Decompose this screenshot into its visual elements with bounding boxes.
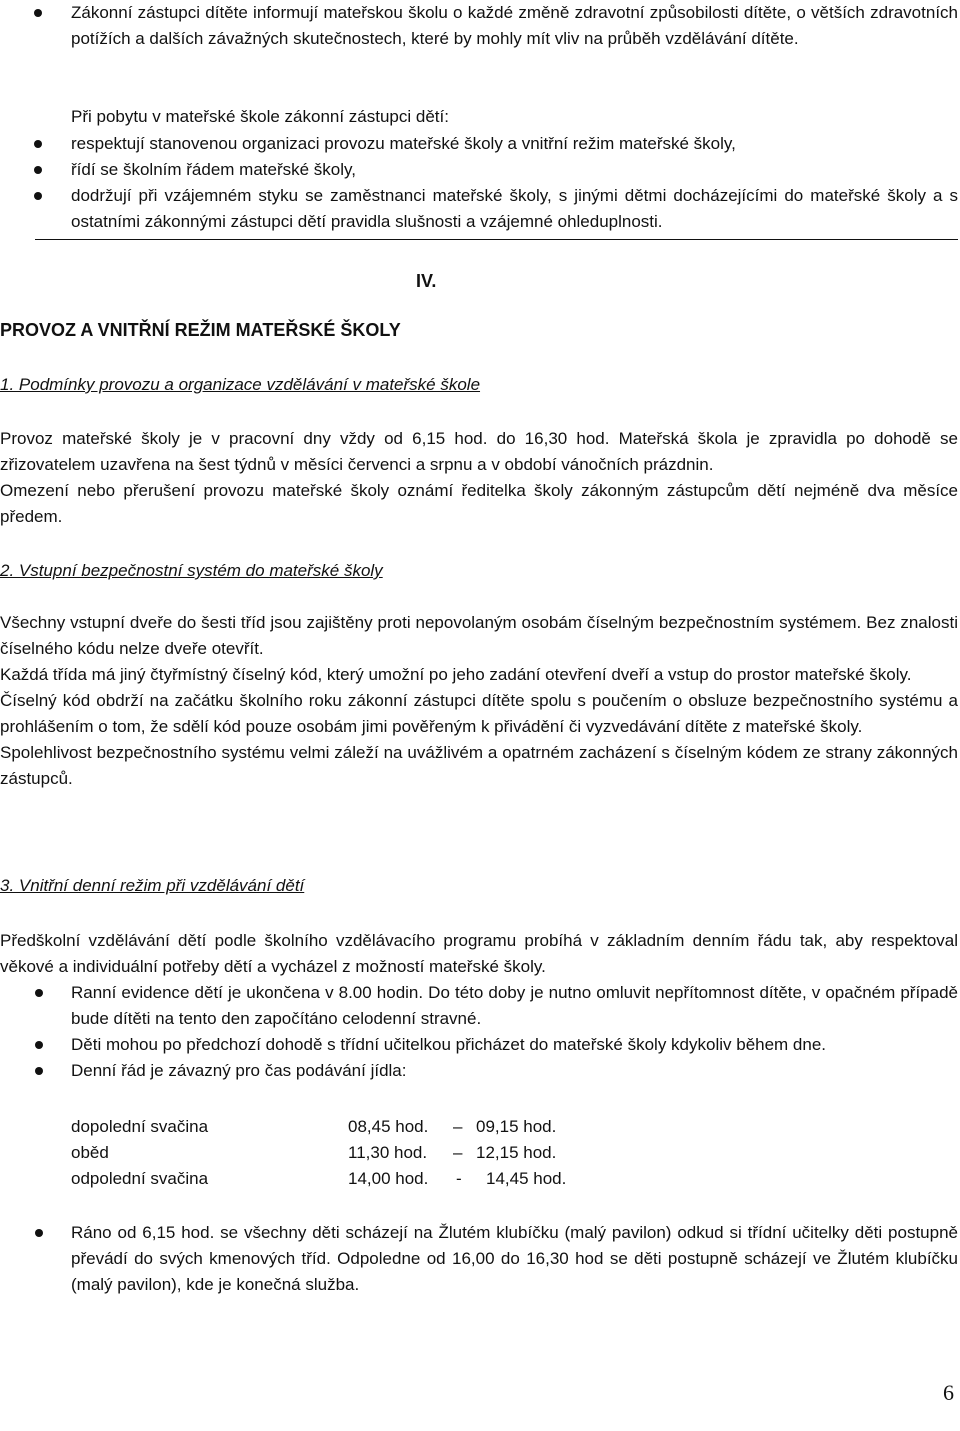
paragraph: Provoz mateřské školy je v pracovní dny vždy od 6,15 hod. do 16,30 hod. Mateřská škola je zpravidla po dohodě se zřizovatelem uzavřena na šest týdnů v měsíci červenci a srpnu a v období vánočních prázdnin.: [0, 429, 958, 474]
top-bullet-block: [0, 0, 958, 52]
paragraph: Všechny vstupní dveře do šesti tříd jsou zajištěny proti nepovolaným osobám číselným bezpečnostním systémem. Bez znalosti číselného kódu nelze dveře otevřít.: [0, 613, 958, 658]
list-item: dodržují při vzájemném styku se zaměstnanci mateřské školy, s jinými dětmi docházejícími do mateřské školy a s ostatními zákonnými zástupci dětí pravidla slušnosti a vzájemné ohleduplnosti.: [0, 183, 958, 235]
section-1-heading: 1. Podmínky provozu a organizace vzdělávání v mateřské škole: [0, 375, 481, 394]
bullet-icon: [34, 9, 42, 17]
bullet-icon: [35, 989, 43, 997]
meal-name: odpolední svačina: [71, 1169, 209, 1188]
list-item: Denní řád je závazný pro čas podávání jídla:: [0, 1058, 958, 1084]
meal-name: oběd: [71, 1143, 109, 1162]
paragraph: Omezení nebo přerušení provozu mateřské školy oznámí ředitelka školy zákonným zástupcům dětí nejméně dva měsíce předem.: [0, 481, 958, 526]
meal-separator: –: [453, 1143, 463, 1162]
meal-separator: –: [453, 1117, 463, 1136]
paragraph: Každá třída má jiný čtyřmístný číselný kód, který umožní po jeho zadání otevření dveří a vstup do prostor mateřské školy.: [0, 665, 912, 684]
list-item: respektují stanovenou organizaci provozu mateřské školy a vnitřní režim mateřské školy,: [0, 131, 958, 157]
page-number: 6: [943, 1380, 954, 1405]
divider: [35, 239, 958, 240]
meal-end: 12,15 hod.: [476, 1143, 557, 1162]
obligations-list: [0, 131, 958, 235]
paragraph: Spolehlivost bezpečnostního systému velmi záleží na uvážlivém a opatrném zacházení s číselným kódem ze strany zákonných zástupců.: [0, 743, 958, 788]
intro-text: Při pobytu v mateřské škole zákonní zástupci dětí:: [71, 107, 449, 126]
section-3-heading: 3. Vnitřní denní režim při vzdělávání dětí: [0, 876, 305, 895]
paragraph: Předškolní vzdělávání dětí podle školního vzdělávacího programu probíhá v základním denním řádu tak, aby respektoval věkové a individuální potřeby dětí a vycházel z možností mateřské školy.: [0, 931, 958, 976]
meal-separator: -: [456, 1169, 462, 1188]
list-item: Ráno od 6,15 hod. se všechny děti scházejí na Žlutém klubíčku (malý pavilon) odkud si třídní učitelky děti postupně převádí do svých kmenových tříd. Odpoledne od 16,00 do 16,30 hod se děti postupně scházejí ve Žlutém klubíčku (malý pavilon), kde je konečná služba.: [0, 1220, 958, 1298]
meal-start: 11,30 hod.: [348, 1143, 428, 1162]
bullet-icon: [34, 192, 42, 200]
meal-name: dopolední svačina: [71, 1117, 209, 1136]
bullet-icon: [34, 166, 42, 174]
paragraph: Číselný kód obdrží na začátku školního roku zákonní zástupci dítěte spolu s poučením o obsluze bezpečnostního systému a prohlášením o tom, že sdělí kód pouze osobám jimi pověřeným k přivádění či vyzvedávání dítěte z mateřské školy.: [0, 691, 958, 736]
bullet-icon: [35, 1067, 43, 1075]
section-2-body: [0, 610, 958, 792]
section-2-heading: 2. Vstupní bezpečnostní systém do mateřské školy: [0, 561, 383, 580]
chapter-title: PROVOZ A VNITŘNÍ REŽIM MATEŘSKÉ ŠKOLY: [0, 320, 401, 340]
list-item: řídí se školním řádem mateřské školy,: [0, 157, 958, 183]
list-item: Děti mohou po předchozí dohodě s třídní učitelkou přicházet do mateřské školy kdykoliv během dne.: [0, 1032, 958, 1058]
meal-start: 08,45 hod.: [348, 1117, 429, 1136]
bullet-icon: [35, 1041, 43, 1049]
meal-end: 09,15 hod.: [476, 1117, 557, 1136]
final-bullet-block: [0, 1220, 958, 1298]
meal-end: 14,45 hod.: [486, 1169, 567, 1188]
section-3-body: [0, 928, 958, 1084]
list-item: Ranní evidence dětí je ukončena v 8.00 hodin. Do této doby je nutno omluvit nepřítomnost dítěte, v opačném případě bude dítěti na tento den započítáno celodenní stravné.: [0, 980, 958, 1032]
list-item: Zákonní zástupci dítěte informují mateřskou školu o každé změně zdravotní způsobilosti dítěte, o větších zdravotních potížích a dalších závažných skutečnostech, které by mohly mít vliv na průběh vzdělávání dítěte.: [0, 0, 958, 52]
bullet-icon: [34, 140, 42, 148]
meal-start: 14,00 hod.: [348, 1169, 429, 1188]
section-1-body: [0, 426, 958, 530]
chapter-number: IV.: [416, 271, 437, 291]
bullet-icon: [35, 1229, 43, 1237]
